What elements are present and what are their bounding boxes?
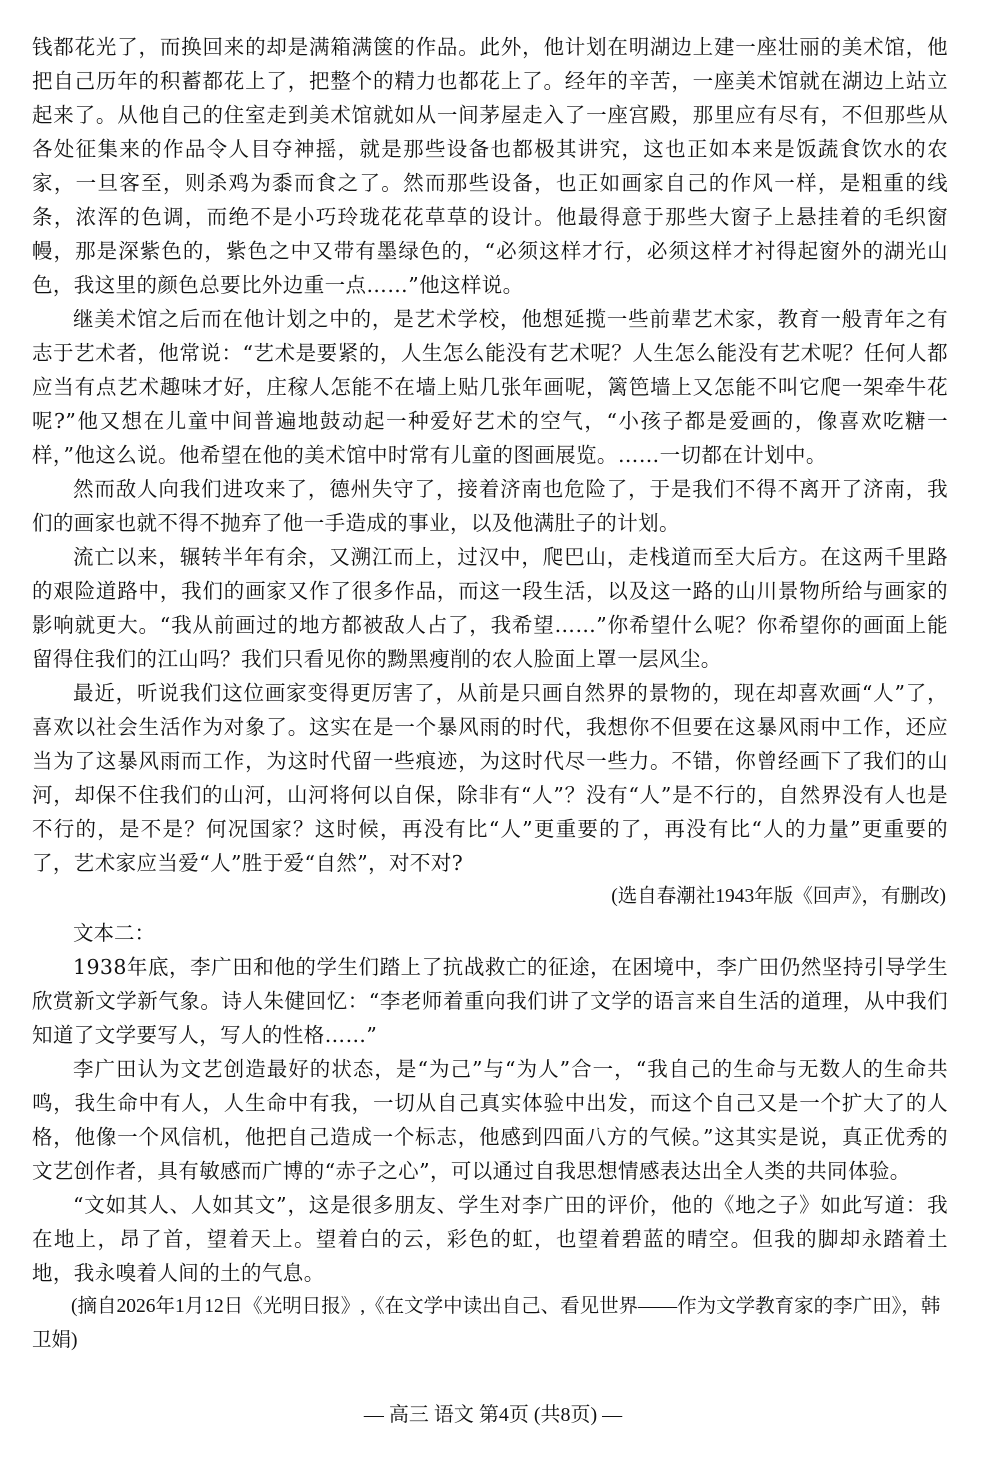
text2-heading: 文本二： [73, 921, 155, 945]
text1-paragraph-5: 最近，听说我们这位画家变得更厉害了，从前是只画自然界的景物的，现在却喜欢画“人”了，喜欢以社会生活作为对象了。这实在是一个暴风雨的时代，我想你不但要在这暴风雨中工作，还应当为了这暴风雨而工作，为这时代留一些痕迹，为这时代尽一些力。不错，你曾经画下了我们的山河，却保不住我们的山河，山河将何以自保，除非有“人”？没有“人”是不行的，自然界没有人也是不行的，是不是？何况国家？这时候，再没有比“人”更重要的了，再没有比“人的力量”更重要的了，艺术家应当爱“人”胜于爱“自然”，对不对? [32, 681, 948, 875]
page-content [32, 30, 948, 1358]
text1-paragraph-3: 然而敌人向我们进攻来了，德州失守了，接着济南也危险了，于是我们不得不离开了济南，我们的画家也就不得不抛弃了他一手造成的事业，以及他满肚子的计划。 [32, 477, 948, 535]
text1-paragraph-4: 流亡以来，辗转半年有余，又溯江而上，过汉中，爬巴山，走栈道而至大后方。在这两千里路的艰险道路中，我们的画家又作了很多作品，而这一段生活，以及这一路的山川景物所给与画家的影响就更大。“我从前画过的地方都被敌人占了，我希望……”你希望什么呢？你希望你的画面上能留得住我们的江山吗？我们只看见你的黝黑瘦削的农人脸面上罩一层风尘。 [32, 545, 948, 671]
text2-paragraph-3: “文如其人、人如其文”，这是很多朋友、学生对李广田的评价，他的《地之子》如此写道：我在地上，昂了首，望着天上。望着白的云，彩色的虹，也望着碧蓝的晴空。但我的脚却永踏着土地，我永嗅着人间的土的气息。 [32, 1193, 948, 1285]
text1-paragraph-1: 钱都花光了，而换回来的却是满箱满箧的作品。此外，他计划在明湖边上建一座壮丽的美术馆，他把自己历年的积蓄都花上了，把整个的精力也都花上了。经年的辛苦，一座美术馆就在湖边上站立起来了。从他自己的住室走到美术馆就如从一间茅屋走入了一座宫殿，那里应有尽有，不但那些从各处征集来的作品令人目夺神摇，就是那些设备也都极其讲究，这也正如本来是饭蔬食饮水的农家，一旦客至，则杀鸡为黍而食之了。然而那些设备，也正如画家自己的作风一样，是粗重的线条，浓浑的色调，而绝不是小巧玲珑花花草草的设计。他最得意于那些大窗子上悬挂着的毛织窗幔，那是深紫色的，紫色之中又带有墨绿色的，“必须这样才行，必须这样才衬得起窗外的湖光山色，我这里的颜色总要比外边重一点……”他这样说。 [32, 35, 948, 297]
page-footer: — 高三 语文 第4页 (共8页) — [363, 1404, 623, 1426]
text1-paragraph-2: 继美术馆之后而在他计划之中的，是艺术学校，他想延揽一些前辈艺术家，教育一般青年之有志于艺术者，他常说：“艺术是要紧的，人生怎么能没有艺术呢？人生怎么能没有艺术呢？任何人都应当有点艺术趣味才好，庄稼人怎能不在墙上贴几张年画呢，篱笆墙上又怎能不叫它爬一架牵牛花呢?”他又想在儿童中间普遍地鼓动起一种爱好艺术的空气，“小孩子都是爱画的，像喜欢吃糖一样，”他这么说。他希望在他的美术馆中时常有儿童的图画展览。……一切都在计划中。 [32, 307, 948, 467]
text2-source-citation: (摘自2026年1月12日《光明日报》,《在文学中读出自己、看见世界——作为文学教育家的李广田》，韩卫娟) [32, 1296, 941, 1351]
text2-paragraph-2: 李广田认为文艺创造最好的状态，是“为己”与“为人”合一，“我自己的生命与无数人的生命共鸣，我生命中有人，人生命中有我，一切从自己真实体验中出发，而这个自己又是一个扩大了的人格，他像一个风信机，他把自己造成一个标志，他感到四面八方的气候。”这其实是说，真正优秀的文艺创作者，具有敏感而广博的“赤子之心”，可以通过自我思想情感表达出全人类的共同体验。 [32, 1057, 948, 1183]
text1-source-citation: (选自春潮社1943年版《回声》，有删改) [611, 886, 946, 907]
text2-paragraph-1: 1938年底，李广田和他的学生们踏上了抗战救亡的征途，在困境中，李广田仍然坚持引导学生欣赏新文学新气象。诗人朱健回忆：“李老师着重向我们讲了文学的语言来自生活的道理，从中我们知道了文学要写人，写人的性格……” [32, 955, 948, 1047]
